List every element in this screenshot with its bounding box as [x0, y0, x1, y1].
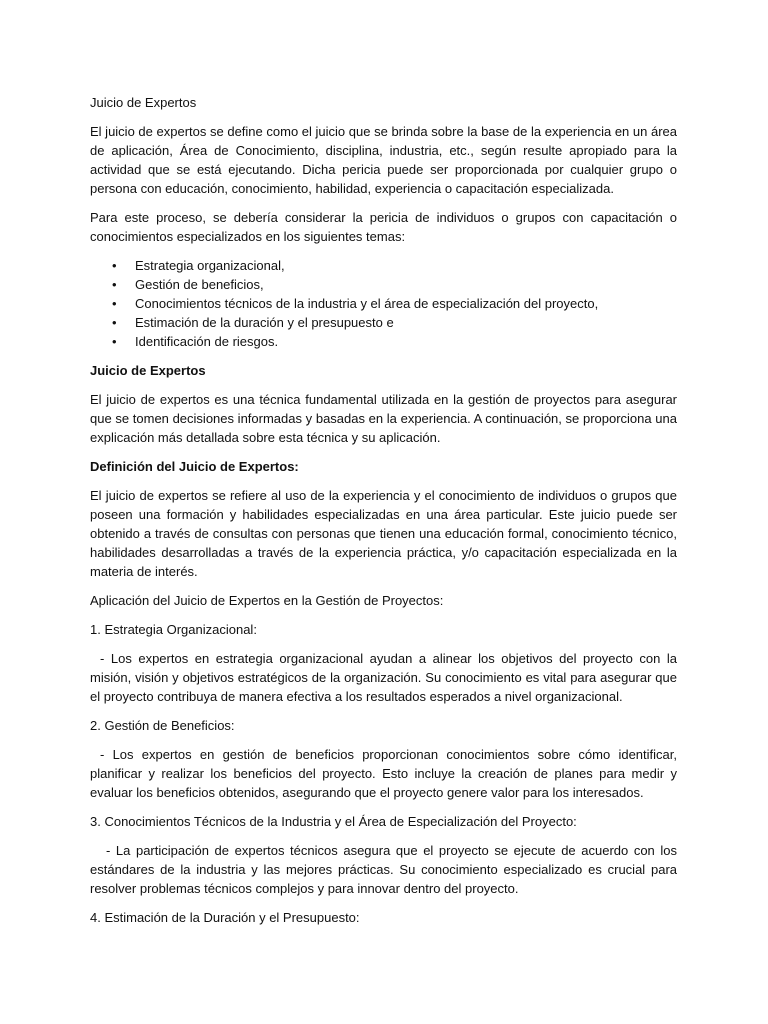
- list-item: [90, 294, 677, 313]
- list-item-text: Estimación de la duración y el presupuesto e: [135, 315, 394, 330]
- subsection-title: 4. Estimación de la Duración y el Presupuesto:: [90, 910, 360, 925]
- definition-heading: Definición del Juicio de Expertos:: [90, 459, 299, 474]
- bullet-icon: •: [112, 277, 117, 292]
- subsection-title: 3. Conocimientos Técnicos de la Industria y el Área de Especialización del Proyecto:: [90, 814, 577, 829]
- subsection-body: - La participación de expertos técnicos asegura que el proyecto se ejecute de acuerdo con los estándares de la industria y las mejores prácticas. Su conocimiento especializado es crucial para resolver problemas técnicos complejos y para innovar dentro del proyecto.: [90, 843, 677, 896]
- subsection-title: 2. Gestión de Beneficios:: [90, 718, 235, 733]
- paragraph-process: Para este proceso, se debería considerar la pericia de individuos o grupos con capacitación o conocimientos especializados en los siguientes temas:: [90, 210, 677, 244]
- list-item: [90, 275, 677, 294]
- subsection-body: - Los expertos en gestión de beneficios proporcionan conocimientos sobre cómo identificar, planificar y realizar los beneficios del proyecto. Esto incluye la creación de planes para medir y evaluar los beneficios obtenidos, asegurando que el proyecto genere valor para los interesados.: [90, 747, 677, 800]
- list-item-text: Gestión de beneficios,: [135, 277, 264, 292]
- list-item: [90, 332, 677, 351]
- list-item: [90, 256, 677, 275]
- bullet-icon: •: [112, 315, 117, 330]
- paragraph-definition-detail: El juicio de expertos se refiere al uso de la experiencia y el conocimiento de individuos o grupos que poseen una formación y habilidades especializadas en una área particular. Este juicio puede ser obtenido a través de consultas con personas que tienen una educación formal, conocimiento técnico, habilidades desarrolladas a través de la experiencia práctica, y/o capacitación especializada en la materia de interés.: [90, 488, 677, 579]
- bullet-icon: •: [112, 334, 117, 349]
- list-item-text: Identificación de riesgos.: [135, 334, 279, 349]
- list-item: [90, 313, 677, 332]
- subsection-body: - Los expertos en estrategia organizacional ayudan a alinear los objetivos del proyecto con la misión, visión y objetivos estratégicos de la organización. Su conocimiento es vital para asegurar que el proyecto contribuya de manera efectiva a los resultados esperados a nivel organizacional.: [90, 651, 677, 704]
- document-title: Juicio de Expertos: [90, 95, 197, 110]
- bullet-icon: •: [112, 296, 117, 311]
- list-item-text: Estrategia organizacional,: [135, 258, 285, 273]
- document-page: [90, 93, 677, 937]
- list-item-text: Conocimientos técnicos de la industria y el área de especialización del proyecto,: [135, 296, 599, 311]
- paragraph-technique: El juicio de expertos es una técnica fundamental utilizada en la gestión de proyectos para asegurar que se tomen decisiones informadas y basadas en la experiencia. A continuación, se proporciona una explicación más detallada sobre esta técnica y su aplicación.: [90, 392, 677, 445]
- subsection-title: 1. Estrategia Organizacional:: [90, 622, 257, 637]
- bullet-icon: •: [112, 258, 117, 273]
- section-heading: Juicio de Expertos: [90, 363, 206, 378]
- topics-list: [90, 256, 677, 351]
- application-heading: Aplicación del Juicio de Expertos en la Gestión de Proyectos:: [90, 593, 444, 608]
- paragraph-definition: El juicio de expertos se define como el juicio que se brinda sobre la base de la experiencia en un área de aplicación, Área de Conocimiento, disciplina, industria, etc., según resulte apropiado para la actividad que se está ejecutando. Dicha pericia puede ser proporcionada por cualquier grupo o persona con educación, conocimiento, habilidad, experiencia o capacitación especializada.: [90, 124, 677, 196]
